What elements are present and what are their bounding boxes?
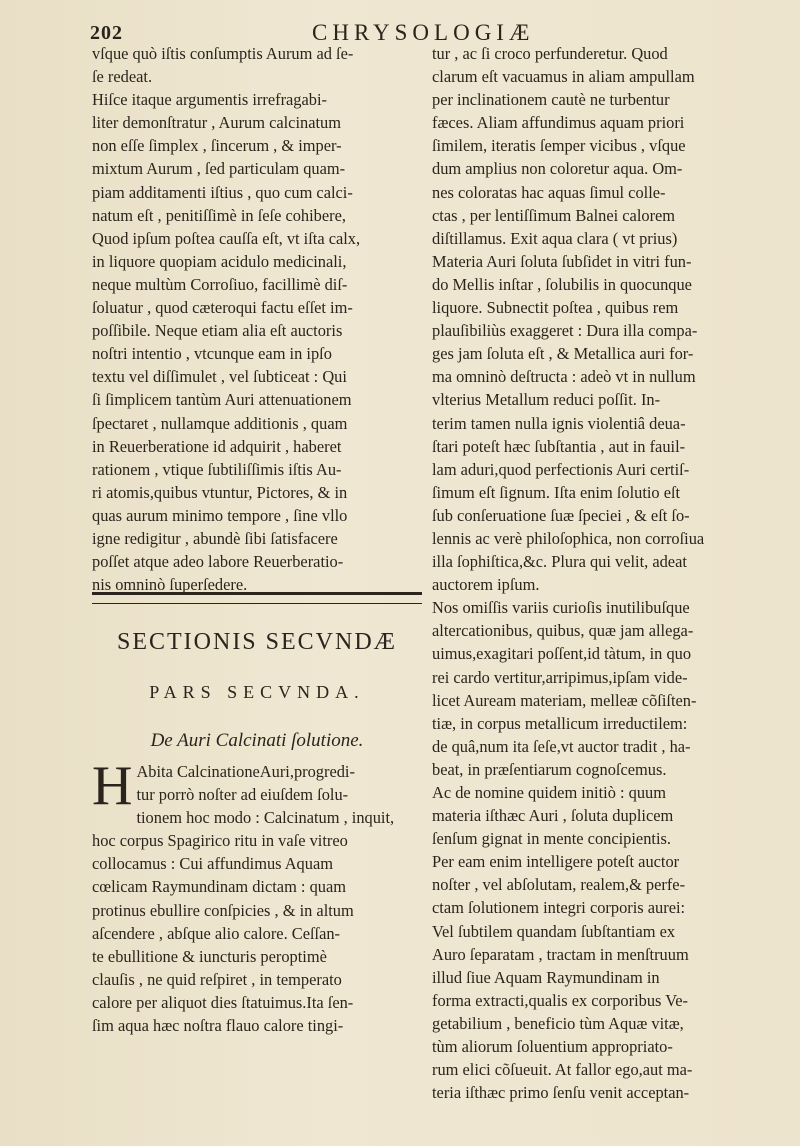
text-line: noſter , vel abſolutam, realem,& perfe-: [432, 875, 686, 895]
dropcap-lines: [92, 755, 422, 817]
text-line: quas aurum minimo tempore , ſine vllo: [92, 505, 348, 525]
text-line: lennis ac verè philoſophica, non corroſiua: [432, 528, 705, 548]
text-line: diſtillamus. Exit aqua clara ( vt prius): [432, 228, 678, 248]
right-column: [432, 42, 772, 1104]
text-line: aſcendere , abſque alio calore. Ceſſan-: [92, 923, 341, 943]
text-line: forma extracti,qualis ex corporibus Ve-: [432, 990, 688, 1010]
text-line: ſenſum gignat in mente concipientis.: [432, 829, 671, 849]
text-line: natum eſt , penitiſſimè in ſeſe cohibere,: [92, 205, 346, 225]
text-line: ſub conſeruatione ſuæ ſpeciei , & eſt ſo-: [432, 505, 690, 525]
text-line: getabilium , beneficio tùm Aquæ vitæ,: [432, 1013, 684, 1033]
text-line: tionem hoc modo : Calcinatum , inquit,: [136, 808, 395, 828]
text-line: tùm aliorum ſoluentium appropriato-: [432, 1037, 673, 1057]
text-line: igne redigitur , abundè ſibi ſatisfacere: [92, 528, 338, 548]
text-line: textu vel diſſimulet , vel ſubticeat : Qui: [92, 367, 347, 387]
text-line: ſimilem, iteratis ſemper vicibus , vſque: [432, 136, 686, 156]
text-line: tur porrò noſter ad eiuſdem ſolu-: [136, 785, 349, 805]
text-line: hoc corpus Spagirico ritu in vaſe vitreo: [92, 831, 348, 851]
text-line: Hiſce itaque argumentis irrefragabi-: [92, 90, 327, 110]
text-line: Nos omiſſis variis curioſis inutilibuſque: [432, 598, 690, 618]
text-line: Materia Auri ſoluta ſubſidet in vitri fun-: [432, 251, 692, 271]
ornament-rule: [92, 592, 422, 604]
text-line: ſim aqua hæc noſtra flauo calore tingi-: [92, 1016, 344, 1036]
text-line: Per eam enim intelligere poteſt auctor: [432, 852, 680, 872]
text-line: Ac de nomine quidem initiò : quum: [432, 783, 666, 802]
text-line: licet Auream materiam, melleæ cõſiſten-: [432, 690, 697, 710]
text-line: altercationibus, quibus, quæ jam allega-: [432, 621, 694, 641]
text-line: ſimum eſt ſignum. Iſta enim ſolutio eſt: [432, 482, 681, 502]
text-line: in Reuerberatione id adquirit , haberet: [92, 436, 342, 456]
running-head: CHRYSOLOGIÆ: [312, 20, 535, 45]
text-line: Quod ipſum poſtea cauſſa eſt, vt iſta calx,: [92, 228, 361, 248]
body-lines: [92, 806, 422, 1037]
text-line: ſi ſimplicem tantùm Auri attenuationem: [92, 390, 352, 410]
left-column-top: [92, 42, 422, 596]
text-line: collocamus : Cui affundimus Aquam: [92, 854, 333, 874]
text-line: dum amplius non coloretur aqua. Om-: [432, 159, 683, 179]
page-number: 202: [90, 22, 123, 44]
text-line: terim tamen nulla ignis violentiâ deua-: [432, 413, 686, 433]
text-line: Auro ſeparatam , tractam in menſtruum: [432, 944, 689, 964]
text-line: rum elici cõſueuit. At fallor ego,aut ma-: [432, 1060, 693, 1080]
text-line: ſoluatur , quod cæteroqui factu eſſet im-: [92, 298, 353, 318]
text-line: ri atomis,quibus vtuntur, Pictores, & in: [92, 482, 348, 502]
text-line: de quâ,num ita ſeſe,vt auctor tradit , ha-: [432, 736, 691, 756]
text-line: vlterius Metallum reduci poſſit. In-: [432, 390, 661, 410]
text-line: ctam ſolutionem integri corporis aurei:: [432, 898, 686, 918]
text-line: ſpectaret , nullamque additionis , quam: [92, 413, 348, 433]
text-line: liter demonſtratur , Aurum calcinatum: [92, 113, 341, 133]
text-line: clauſis , ne quid reſpiret , in temperato: [92, 969, 342, 989]
pars-heading: PARS SECVNDA.: [149, 682, 365, 702]
text-line: materia iſthæc Auri , ſoluta duplicem: [432, 806, 674, 826]
text-line: Abita CalcinationeAuri,progredi-: [136, 762, 355, 781]
text-line: mixtum Aurum , ſed particulam quam-: [92, 159, 346, 179]
text-line: poſſet atque adeo labore Reuerberatio-: [92, 552, 344, 572]
text-line: tiæ, in corpus metallicum irreductilem:: [432, 713, 688, 733]
text-line: clarum eſt vacuamus in aliam ampullam: [432, 67, 695, 87]
text-line: nis omninò ſuperſedere.: [92, 575, 248, 595]
drop-cap: H: [92, 755, 133, 817]
text-line: rationem , vtique ſubtiliſſimis iſtis Au-: [92, 459, 342, 479]
text-line: calore per aliquot dies ſtatuimus.Ita ſen-: [92, 992, 354, 1012]
text-line: illud ſiue Aquam Raymundinam in: [432, 967, 660, 987]
text-line: teria iſthæc primo ſenſu venit acceptan-: [432, 1083, 690, 1103]
text-line: te ebullitione & iuncturis peroptimè: [92, 946, 327, 966]
chapter-title: De Auri Calcinati ſolutione.: [150, 730, 364, 751]
text-line: neque multùm Corroſiuo, facillimè diſ-: [92, 274, 348, 294]
text-line: non eſſe ſimplex , ſincerum , & imper-: [92, 136, 342, 156]
text-line: poſſibile. Neque etiam alia eſt auctoris: [92, 321, 343, 341]
text-line: per inclinationem cautè ne turbentur: [432, 90, 670, 110]
text-line: auctorem ipſum.: [432, 575, 540, 595]
text-line: noſtri intentio , vtcunque eam in ipſo: [92, 344, 332, 364]
text-line: piam additamenti iſtius , quo cum calci-: [92, 182, 353, 202]
text-line: plauſibiliùs exaggeret : Dura illa compa-: [432, 321, 698, 341]
text-line: vſque quò iſtis conſumptis Aurum ad ſe-: [92, 44, 354, 63]
text-line: rei cardo vertitur,arripimus,ipſam vide-: [432, 667, 688, 687]
text-line: tur , ac ſi croco perfunderetur. Quod: [432, 44, 668, 63]
text-line: nes coloratas hac aquas ſimul colle-: [432, 182, 666, 202]
text-line: ſtari poteſt hæc ſubſtantia , aut in fauil-: [432, 436, 686, 456]
text-line: cœlicam Raymundinam dictam : quam: [92, 877, 346, 897]
text-line: protinus ebullire conſpicies , & in altum: [92, 900, 354, 920]
text-line: lam aduri,quod perfectionis Auri certiſ-: [432, 459, 690, 479]
left-column-body: [92, 755, 422, 1037]
text-line: ſe redeat.: [92, 67, 153, 87]
text-line: illa ſophiſtica,&c. Plura qui velit, adeat: [432, 552, 687, 572]
text-line: beat, in præſentiarum cognoſcemus.: [432, 759, 667, 779]
text-line: ges jam ſoluta eſt , & Metallica auri for-: [432, 344, 694, 364]
text-line: liquore. Subnectit poſtea , quibus rem: [432, 298, 679, 318]
section-title: SECTIONIS SECVNDÆ: [116, 629, 398, 655]
text-line: ctas , per lentiſſimum Balnei calorem: [432, 205, 676, 225]
text-line: uimus,exagitari poſſent,id tàtum, in quo: [432, 644, 692, 664]
text-line: ma omninò deſtructa : adeò vt in nullum: [432, 367, 696, 387]
text-line: do Mellis inſtar , ſolubilis in quocunque: [432, 274, 692, 294]
text-line: Vel ſubtilem quandam ſubſtantiam ex: [432, 921, 676, 941]
text-line: fæces. Aliam affundimus aquam priori: [432, 113, 685, 133]
text-line: in liquore quopiam acidulo medicinali,: [92, 251, 347, 271]
